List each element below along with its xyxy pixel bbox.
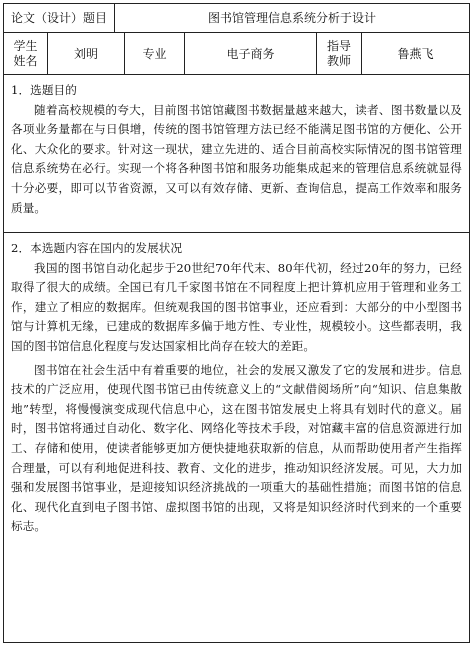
section-purpose-heading: 1．选题目的 [11,83,77,97]
student-label-line-2: 姓名 [13,53,38,68]
title-label: 论文（设计）题目 [10,11,107,25]
section-domestic-heading: 2．本选题内容在国内的发展状况 [11,241,183,255]
title-row [4,4,469,33]
section-purpose-paragraph: 随着高校规模的夸大，目前图书馆馆藏图书数据量越来越大，读者、图书数量以及各项业务量都在与日俱增，传统的图书馆管理方法已经不能满足图书馆的方便化、公开化、大众化的要求。针对这一现状，建立先进的、适合目前高校实际情况的图书馆管理信息系统势在必行。实现一个将各种图书馆和服务功能集成起来的管理信息系统就显得十分必要，即可以节省资源，又可以有效存储、更新、查询信息，提高工作效率和服务质量。 [11,102,462,215]
advisor-label-cell [317,33,362,74]
major-label-cell [125,33,185,74]
student-label-line-1: 学生 [13,38,38,53]
major-value-cell [185,33,317,74]
info-row [4,33,469,75]
advisor-name-cell [362,33,469,74]
section-domestic-status [4,233,469,642]
section-domestic-paragraph-1: 我国的图书馆自动化起步于20世纪70年代末、80年代初，经过20年的努力，已经取得了很大的成绩。全国已有几千家图书馆在不同程度上把计算机应用于管理和业务工作，建立了相应的数据库。但统观我国的图书馆事业，还应看到：大部分的中小型图书馆与计算机无缘，已建成的数据库多偏于地方性、专业性，规模较小。这些都表明，我国的图书馆信息化程度与发达国家相比尚存在较大的差距。 [11,260,462,353]
advisor-label-line-2: 教师 [326,53,351,68]
title-value-cell [115,4,469,32]
advisor-name: 鲁燕飞 [397,46,434,61]
student-name-cell [48,33,125,74]
proposal-form [3,3,470,643]
advisor-label-line-1: 指导 [326,38,351,53]
section-purpose [4,75,469,233]
student-name: 刘明 [73,46,98,61]
major-label: 专业 [142,46,167,61]
section-domestic-paragraph-2: 图书馆在社会生活中有着重要的地位，社会的发展又激发了它的发展和进步。信息技术的广泛应用，使现代图书馆已由传统意义上的“文献借阅场所”向“知识、信息集散地”转型，将慢慢演变成现代信息中心，这在图书馆发展史上将具有划时代的意义。届时，图书馆将通过自动化、数字化、网络化等技术手段，对馆藏丰富的信息资源进行加工、存储和使用，使读者能够更加方便快捷地获取新的信息，从而帮助使用者产生指挥合理量，可以有利地促进科技、教育、文化的进步，推动知识经济发展。可见，大力加强和发展图书馆事业，是迎接知识经济挑战的一项重大的基础性措施；而图书馆的信息化、现代化直到电子图书馆、虚拟图书馆的出现，又将是知识经济时代到来的一个重要标志。 [11,362,462,534]
student-label-cell [4,33,48,74]
title-label-cell [4,4,115,32]
major-value: 电子商务 [226,46,275,61]
thesis-title: 图书馆管理信息系统分析于设计 [207,11,376,25]
